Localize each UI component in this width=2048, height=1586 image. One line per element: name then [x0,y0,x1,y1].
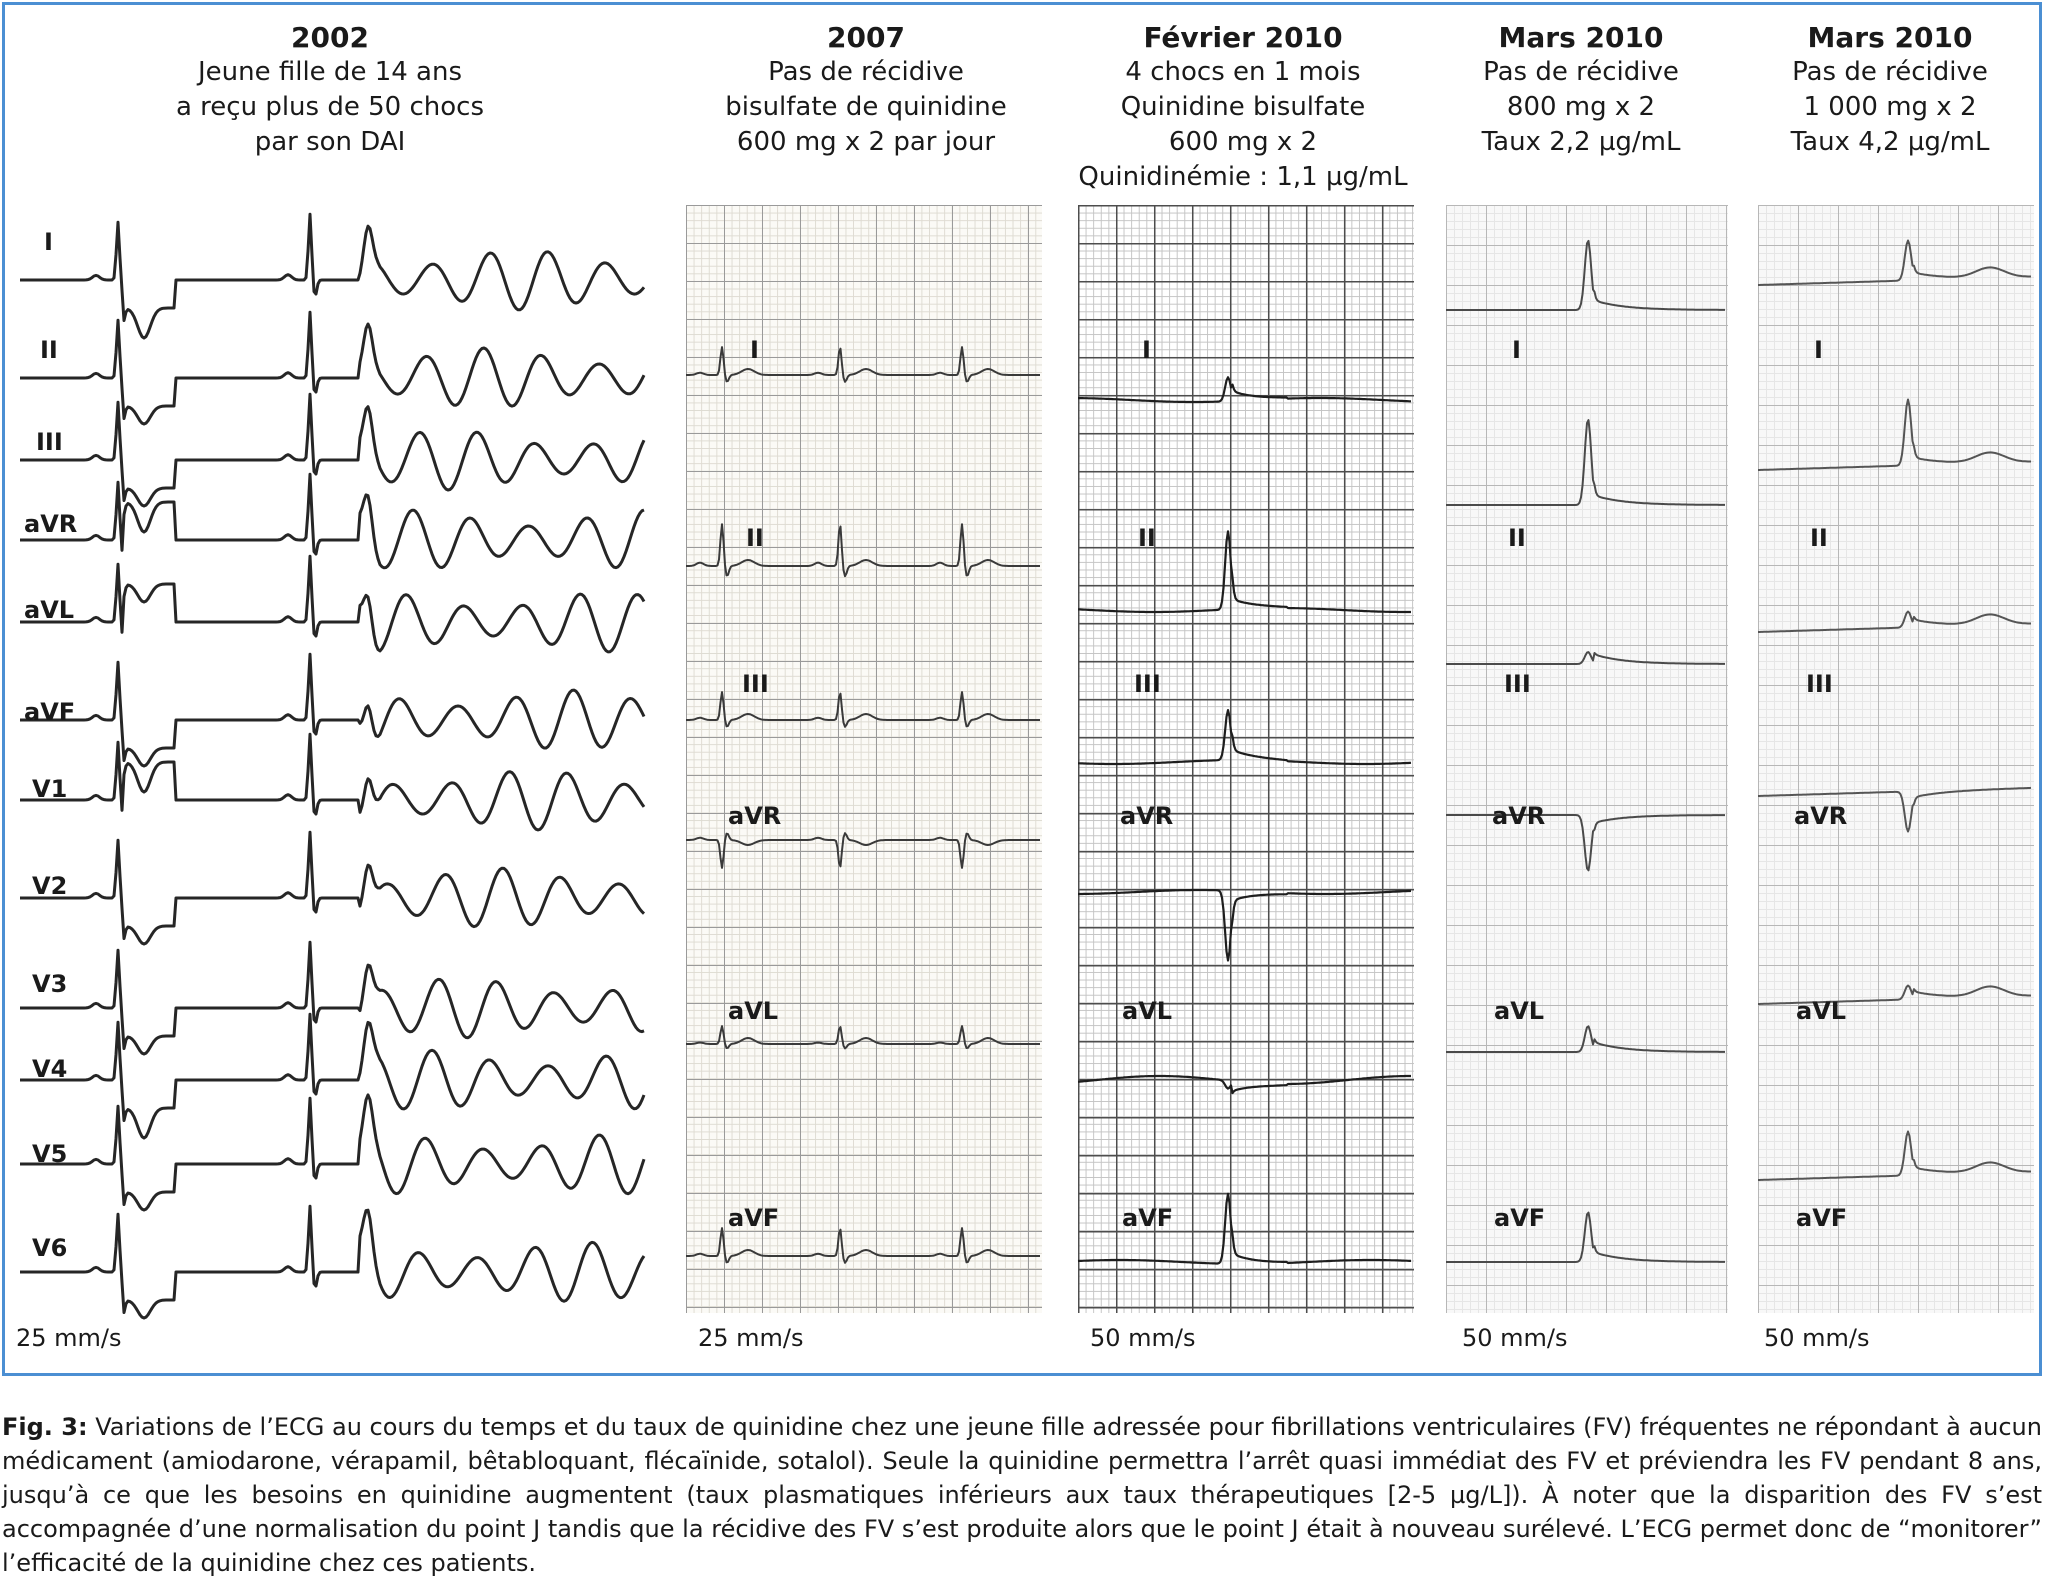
ecg-trace-fev2010 [1078,377,1411,402]
lead-label: V3 [32,970,68,998]
ecg-trace-2007 [686,1026,1040,1048]
panel-line: Taux 2,2 µg/mL [1481,127,1681,157]
lead-label: V4 [32,1055,68,1083]
ecg-trace-2002 [20,214,644,338]
paper-speed-label: 50 mm/s [1764,1324,1870,1352]
caption-label: Fig. 3: [2,1413,88,1441]
lead-label: aVF [24,698,76,726]
lead-label: III [1504,670,1531,698]
panel-line: 600 mg x 2 par jour [736,127,996,157]
panel-year: Février 2010 [1143,21,1343,54]
lead-label: III [742,670,769,698]
ecg-trace-2002 [20,556,644,652]
ecg-trace-fev2010 [1078,1076,1411,1093]
panel-line: Quinidinémie : 1,1 µg/mL [1078,162,1408,192]
ecg-trace-fev2010 [1078,890,1411,961]
panel-line: Pas de récidive [1792,57,1988,87]
lead-label: II [746,524,764,552]
ecg-trace-2002 [20,942,644,1054]
lead-label: III [1806,670,1833,698]
ecg-trace-mars2010-800 [1446,815,1725,870]
ecg-trace-mars2010-800 [1446,652,1725,664]
lead-label: I [750,336,759,364]
lead-label: I [1814,336,1823,364]
lead-label: aVL [1796,997,1847,1025]
ecg-trace-2002 [20,1095,644,1210]
lead-label: II [1508,524,1526,552]
lead-label: aVF [1122,1204,1174,1232]
ecg-trace-mars2010-800 [1446,1213,1725,1262]
lead-label: I [44,228,53,256]
paper-speed-label: 50 mm/s [1462,1324,1568,1352]
lead-label: aVF [1796,1204,1848,1232]
ecg-trace-mars2010-800 [1446,420,1725,505]
figure-caption [2,1410,2042,1580]
paper-speed-label: 50 mm/s [1090,1324,1196,1352]
lead-label: II [40,336,58,364]
caption-text: Variations de l’ECG au cours du temps et du taux de quinidine chez une jeune fille adressée pour fibrillations ventriculaires (FV) fréquentes ne répondant à aucun médicament (amiodarone, vérapamil, bêtabloquant, flécaïnide, sotalol). Seule la quinidine permettra l’arrêt quasi immédiat des FV et préviendra les FV pendant 8 ans, jusqu’à ce que les besoins en quinidine augmentent (taux plasmatiques inférieurs aux taux thérapeutiques [2-5 µg/L]). À noter que la disparition des FV s’est accompagnée d’une normalisation du point J tandis que la récidive des FV s’est produite alors que le point J était à nouveau surélevé. L’ECG permet donc de “monitorer” l’efficacité de la quinidine chez ces patients. [2,1413,2042,1577]
panel-year: Mars 2010 [1498,21,1664,54]
ecg-trace-mars2010-800 [1446,241,1725,310]
lead-label: aVR [1120,802,1174,830]
ecg-trace-2007 [686,1228,1040,1263]
panel-year: 2007 [827,21,905,54]
panel-line: Pas de récidive [768,57,964,87]
paper-speed-label: 25 mm/s [698,1324,804,1352]
lead-label: V2 [32,872,68,900]
lead-label: aVR [728,802,782,830]
lead-label: II [1138,524,1156,552]
lead-label: aVL [728,997,779,1025]
ecg-trace-mars2010-1000 [1758,400,2031,471]
panel-line: Jeune fille de 14 ans [197,57,463,87]
panel-line: 4 chocs en 1 mois [1125,57,1361,87]
ecg-trace-2002 [20,312,644,424]
ecg-trace-fev2010 [1078,531,1411,612]
lead-label: V1 [32,775,68,803]
lead-label: aVF [728,1204,780,1232]
panel-line: par son DAI [254,127,406,157]
panel-line: 800 mg x 2 [1506,92,1656,122]
lead-label: V6 [32,1234,68,1262]
ecg-trace-2002 [20,734,644,830]
lead-label: aVR [24,510,78,538]
lead-label: I [1512,336,1521,364]
ecg-trace-mars2010-1000 [1758,241,2031,286]
ecg-trace-2007 [686,833,1040,868]
lead-label: aVR [1794,802,1848,830]
paper-speed-label: 25 mm/s [16,1324,122,1352]
lead-label: III [1134,670,1161,698]
ecg-trace-fev2010 [1078,710,1411,764]
panel-line: Quinidine bisulfate [1120,92,1366,122]
panel-year: Mars 2010 [1807,21,1973,54]
ecg-trace-2002 [20,1206,644,1318]
lead-label: aVL [1122,997,1173,1025]
panel-line: Pas de récidive [1483,57,1679,87]
lead-label: II [1810,524,1828,552]
lead-label: V5 [32,1140,68,1168]
panel-year: 2002 [291,21,369,54]
ecg-trace-mars2010-1000 [1758,1132,2031,1181]
lead-label: III [36,428,63,456]
lead-label: aVL [1494,997,1545,1025]
lead-label: aVF [1494,1204,1546,1232]
ecg-trace-2002 [20,654,644,766]
lead-label: aVR [1492,802,1546,830]
ecg-trace-mars2010-1000 [1758,612,2031,633]
panel-line: Taux 4,2 µg/mL [1790,127,1990,157]
ecg-trace-2002 [20,474,644,568]
ecg-trace-2002 [20,394,644,506]
lead-label: I [1142,336,1151,364]
panel-line: a reçu plus de 50 chocs [175,92,484,122]
ecg-trace-2007 [686,524,1040,576]
ecg-trace-2007 [686,692,1040,727]
panel-line: 600 mg x 2 [1168,127,1318,157]
panel-line: 1 000 mg x 2 [1803,92,1977,122]
ecg-trace-2007 [686,347,1040,382]
ecg-trace-mars2010-800 [1446,1026,1725,1052]
lead-label: aVL [24,596,75,624]
ecg-trace-2002 [20,1014,644,1138]
ecg-trace-2002 [20,832,644,944]
panel-line: bisulfate de quinidine [725,92,1007,122]
